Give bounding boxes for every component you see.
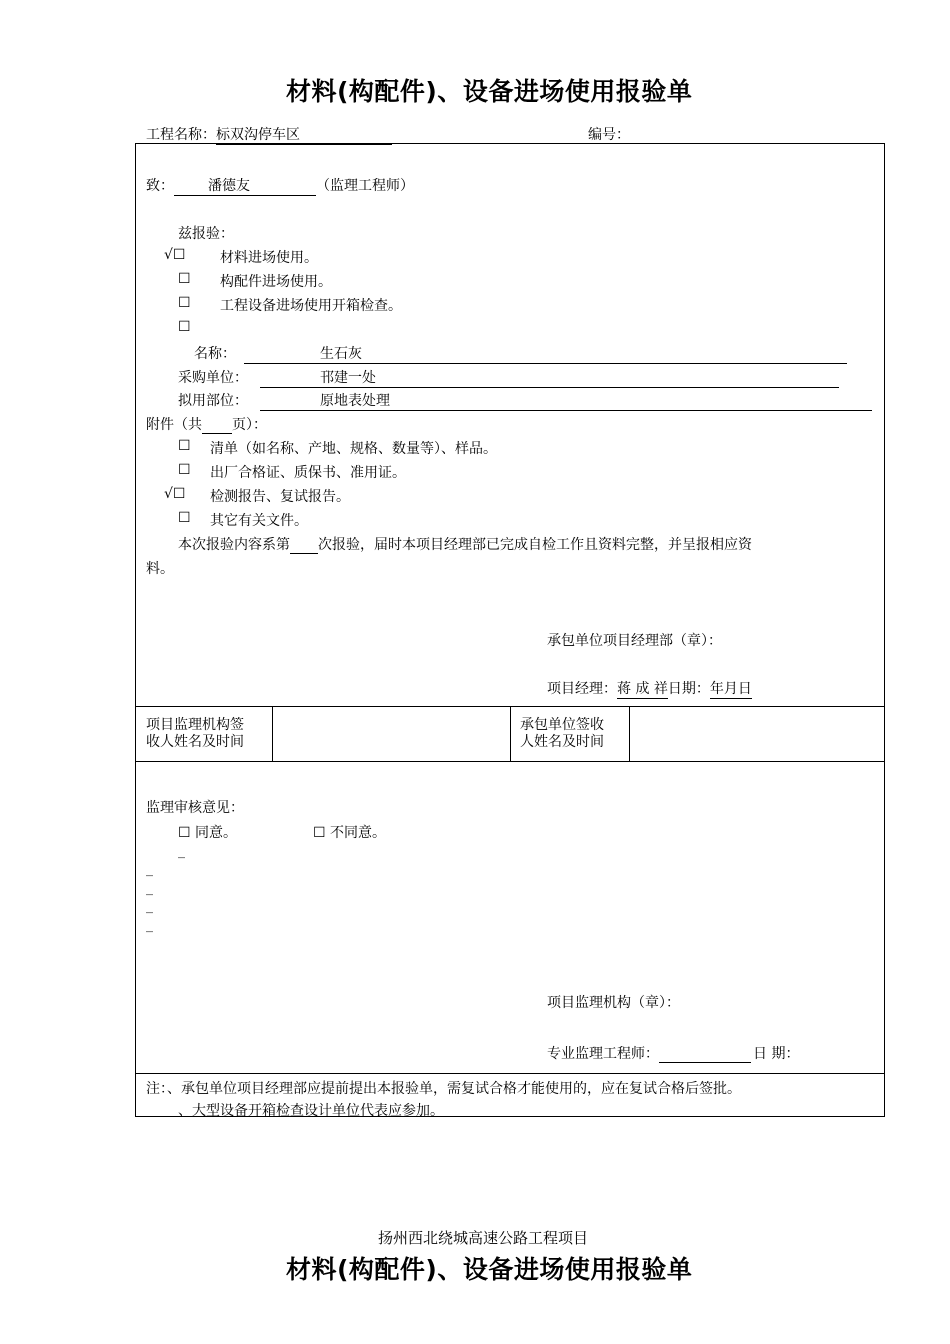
- check-equipment-box[interactable]: ☐: [178, 295, 191, 311]
- manager-label: 项目经理：: [547, 681, 617, 697]
- doc-number-label: 编号：: [588, 127, 630, 143]
- review-dash-4: _: [146, 898, 153, 914]
- check-component-label: 构配件进场使用。: [220, 274, 332, 290]
- review-engineer-line: [547, 1043, 799, 1063]
- engineer-label: 专业监理工程师：: [547, 1046, 659, 1062]
- project-name-value: 标双沟停车区: [216, 124, 392, 145]
- field-location-label: 拟用部位：: [178, 393, 248, 409]
- date-value: 年月日: [710, 678, 752, 699]
- field-location-value: 原地表处理: [260, 390, 872, 411]
- to-label: 致：: [146, 178, 174, 194]
- contractor-sign-label: 承包单位签收 人姓名及时间: [520, 717, 604, 750]
- supervision-sign-label: 项目监理机构签 收人姓名及时间: [146, 717, 244, 750]
- project-name-line: [146, 124, 392, 145]
- review-dash-2: _: [146, 861, 153, 877]
- sign-col-2: [510, 706, 511, 761]
- review-agree-option[interactable]: ☐ 同意。: [178, 825, 238, 841]
- page-title: 材料(构配件)、设备进场使用报验单: [286, 77, 693, 106]
- attach-cert-label: 出厂合格证、质保书、准用证。: [210, 465, 406, 481]
- to-role: （监理工程师）: [316, 178, 414, 194]
- engineer-sign-field[interactable]: [659, 1046, 751, 1063]
- to-engineer-name: 潘德友: [174, 175, 316, 196]
- to-line: [146, 175, 414, 196]
- attach-list-box[interactable]: ☐: [178, 438, 191, 454]
- review-org-label: 项目监理机构（章）：: [547, 995, 680, 1011]
- contractor-manager-line: [547, 678, 752, 699]
- attach-list-label: 清单（如名称、产地、规格、数量等）、样品。: [210, 441, 497, 457]
- check-component-box[interactable]: ☐: [178, 271, 191, 287]
- note-line-1: 注：、承包单位项目经理部应提前提出本报验单，需复试合格才能使用的，应在复试合格后签批。: [146, 1081, 741, 1097]
- check-material-mark[interactable]: √☐: [164, 247, 186, 263]
- field-purchaser-value: 邗建一处: [260, 367, 839, 388]
- review-dash-5: _: [146, 917, 153, 933]
- doc-number-line: [588, 124, 772, 144]
- review-label: 监理审核意见：: [146, 800, 244, 816]
- check-material-label: 材料进场使用。: [220, 250, 318, 266]
- attach-cert-box[interactable]: ☐: [178, 462, 191, 478]
- note-line-2: 、大型设备开箱检查设计单位代表应参加。: [178, 1103, 444, 1119]
- doc-number-value: [630, 127, 772, 144]
- check-other-box[interactable]: ☐: [178, 319, 191, 335]
- attach-other-label: 其它有关文件。: [210, 513, 308, 529]
- attach-other-box[interactable]: ☐: [178, 510, 191, 526]
- field-name-label: 名称：: [194, 346, 236, 362]
- attachments-label: 附件（共 页）：: [146, 417, 267, 433]
- statement-line-2: 料。: [146, 561, 174, 577]
- attach-test-label: 检测报告、复试报告。: [210, 489, 350, 505]
- divider-notes-top: [135, 1073, 885, 1074]
- contractor-dept-label: 承包单位项目经理部（章）：: [547, 633, 722, 649]
- manager-name: 蒋 成 祥: [617, 678, 668, 699]
- review-date-label: 日 期：: [753, 1046, 800, 1062]
- field-name-value: 生石灰: [244, 343, 847, 364]
- attach-test-mark[interactable]: √☐: [164, 486, 186, 502]
- supervision-sign-field[interactable]: [273, 707, 509, 761]
- contractor-sign-field[interactable]: [630, 707, 884, 761]
- check-equipment-label: 工程设备进场使用开箱检查。: [220, 298, 402, 314]
- divider-sign-bottom: [135, 761, 885, 762]
- date-label: 日期：: [667, 681, 710, 697]
- review-dash-3: _: [146, 880, 153, 896]
- field-purchaser-label: 采购单位：: [178, 370, 248, 386]
- report-label: 兹报验：: [178, 226, 234, 242]
- footer-title: 材料(构配件)、设备进场使用报验单: [286, 1255, 693, 1284]
- project-name-label: 工程名称：: [146, 127, 216, 143]
- statement-line-1: 本次报验内容系第 次报验，届时本项目经理部已完成自检工作且资料完整，并呈报相应资: [178, 537, 752, 553]
- footer-project-name: 扬州西北绕城高速公路工程项目: [378, 1229, 589, 1247]
- review-disagree-option[interactable]: ☐ 不同意。: [313, 825, 387, 841]
- review-dash-1: _: [178, 843, 185, 859]
